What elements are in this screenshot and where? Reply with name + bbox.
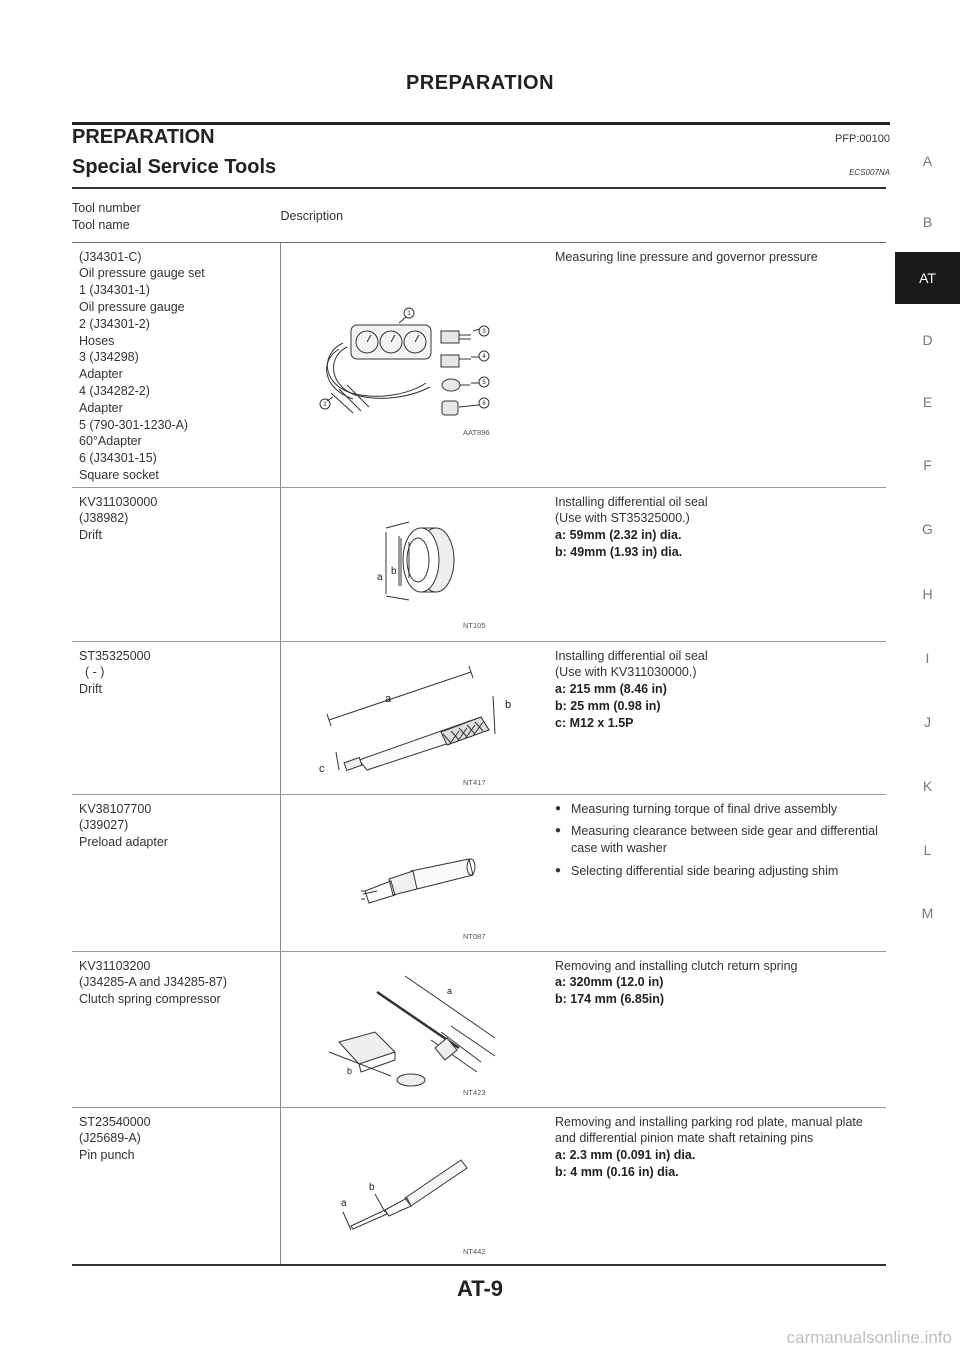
figure-code: NT105	[463, 620, 486, 630]
tool-figure-cell	[281, 794, 546, 951]
callout-label: 5	[482, 379, 486, 386]
tool-name-cell: KV38107700 (J39027) Preload adapter	[72, 794, 281, 951]
pin-punch-figure	[281, 1108, 543, 1268]
callout-label: b	[347, 1065, 353, 1076]
table-row	[72, 794, 886, 951]
tool-name-cell: KV31103200 (J34285-A and J34285-87) Clutch spring compressor	[72, 951, 281, 1107]
figure-code: NT087	[463, 931, 486, 941]
section-tab-at[interactable]: AT	[895, 252, 960, 304]
table-header-row	[72, 188, 886, 242]
table-row	[72, 951, 886, 1107]
callout-label: a	[447, 985, 453, 996]
section-tab-m[interactable]: M	[921, 905, 934, 921]
figure-code: NT423	[463, 1087, 486, 1097]
callout-label: 3	[482, 328, 486, 335]
header-description: Description	[281, 188, 887, 242]
section-code: PFP:00100	[834, 133, 890, 145]
callout-label: b	[369, 1181, 375, 1193]
callout-label: 1	[407, 310, 411, 317]
tool-figure-cell	[281, 242, 546, 487]
description-cell: Measuring line pressure and governor pressure	[545, 242, 886, 487]
figure-code: NT417	[463, 777, 486, 787]
section-tab-i[interactable]: I	[925, 650, 930, 666]
figure-code: AAT896	[463, 427, 490, 437]
figure-code: NT442	[463, 1246, 486, 1256]
drift-long-figure	[281, 642, 543, 792]
table-row	[72, 641, 886, 794]
bullet-item: ● Selecting differential side bearing adjusting shim	[555, 863, 882, 880]
table-row	[72, 487, 886, 641]
subsection-code: ECS007NA	[849, 168, 890, 177]
callout-label: a	[377, 571, 383, 583]
section-tab-j[interactable]: J	[924, 714, 931, 730]
callout-label: b	[391, 565, 397, 577]
tool-figure-cell	[281, 641, 546, 794]
header-rule	[72, 122, 890, 125]
callout-label: a	[341, 1197, 347, 1209]
tool-figure-cell	[281, 487, 546, 641]
section-title: PREPARATION	[72, 126, 215, 148]
callout-label: 2	[323, 401, 327, 408]
callout-label: a	[385, 692, 392, 705]
page-number: AT-9	[456, 1276, 504, 1301]
callout-label: b	[505, 698, 512, 711]
callout-label: c	[319, 762, 325, 775]
subsection-title: Special Service Tools	[72, 156, 277, 178]
callout-label: 6	[482, 400, 486, 407]
section-tab-d[interactable]: D	[922, 332, 933, 348]
tool-name-cell: KV311030000 (J38982) Drift	[72, 487, 281, 641]
callout-label: 4	[482, 353, 486, 360]
tool-figure-cell	[281, 951, 546, 1107]
preload-adapter-figure	[281, 795, 543, 955]
site-watermark: carmanualsonline.info	[786, 1328, 952, 1347]
table-row	[72, 242, 886, 487]
description-cell: Installing differential oil seal (Use with KV311030000.) a: 215 mm (8.46 in) b: 25 mm (0.98 in) c: M12 x 1.5P	[545, 641, 886, 794]
header-tool-number: Tool number Tool name	[72, 188, 281, 242]
description-cell: Removing and installing parking rod plate, manual plate and differential pinion mate shaft retaining pins a: 2.3 mm (0.091 in) dia. b: 4 mm (0.16 in) dia.	[545, 1107, 886, 1265]
tool-name-cell: (J34301-C) Oil pressure gauge set 1 (J34301-1) Oil pressure gauge 2 (J34301-2) Hoses 3 (J34298) Adapter 4 (J34282-2) Adapter 5 (790-301-1230-A) 60°Adapter 6 (J34301-15) Square socket	[72, 242, 281, 487]
tool-name-cell: ST23540000 (J25689-A) Pin punch	[72, 1107, 281, 1265]
section-tab-k[interactable]: K	[922, 778, 933, 794]
drift-figure	[281, 488, 543, 638]
section-tab-g[interactable]: G	[922, 521, 933, 537]
clutch-spring-compressor-figure	[281, 952, 543, 1102]
bullet-item: ● Measuring clearance between side gear and differential case with washer	[555, 823, 882, 857]
section-tab-e[interactable]: E	[922, 394, 933, 410]
oil-pressure-gauge-set-figure	[281, 243, 543, 487]
special-service-tools-table	[72, 187, 886, 1266]
page-header-title: PREPARATION	[405, 72, 555, 94]
tool-figure-cell	[281, 1107, 546, 1265]
bullet-item: ● Measuring turning torque of final drive assembly	[555, 801, 882, 818]
description-cell: Removing and installing clutch return spring a: 320mm (12.0 in) b: 174 mm (6.85in)	[545, 951, 886, 1107]
table-row	[72, 1107, 886, 1265]
section-index-tabs	[895, 130, 960, 944]
section-tab-f[interactable]: F	[923, 457, 932, 473]
tool-name-cell: ST35325000 ( - ) Drift	[72, 641, 281, 794]
description-cell: Installing differential oil seal (Use with ST35325000.) a: 59mm (2.32 in) dia. b: 49mm (1.93 in) dia.	[545, 487, 886, 641]
section-tab-h[interactable]: H	[922, 586, 933, 602]
section-tab-b[interactable]: B	[922, 214, 933, 230]
section-tab-l[interactable]: L	[923, 842, 932, 858]
description-cell	[545, 794, 886, 951]
section-tab-a[interactable]: A	[922, 153, 933, 169]
